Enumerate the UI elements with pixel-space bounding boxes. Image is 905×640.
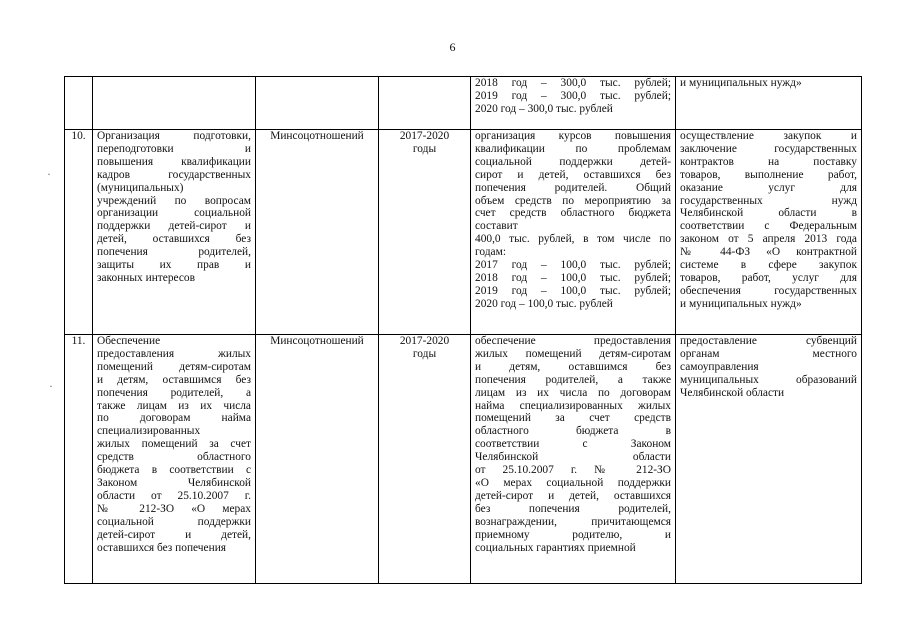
executor-cell [256, 130, 379, 335]
cell-line: 2018 год – 300,0 тыс. рублей; [475, 77, 671, 89]
cell-line: защиты их прав и [97, 259, 251, 272]
cell-line: Челябинской области в [680, 207, 857, 220]
cell-line: 2020 год – 300,0 тыс. рублей [475, 102, 613, 115]
measures-table [64, 76, 862, 584]
cell-line: организации социальной [97, 207, 251, 220]
cell-line: найма специализированных жилых [475, 399, 671, 412]
cell-line: детей-сирот и детей, оставшихся [475, 489, 671, 502]
cell-line: и муниципальных нужд» [680, 77, 802, 89]
cell-line: социальной поддержки детей- [475, 155, 671, 168]
row-number: 10. [71, 130, 86, 142]
page-number: 6 [449, 40, 456, 54]
cell-line: Челябинской области [475, 451, 671, 464]
cell-line: объем средств по мероприятию за [475, 194, 671, 207]
cell-line: попечения родителей, а также [475, 373, 671, 386]
cell-line: без попечения родителей, [475, 502, 671, 515]
cell-line: сирот и детей, оставшихся без [475, 168, 671, 181]
cell-line: «О мерах социальной поддержки [475, 476, 671, 489]
cell-line: организация курсов повышения [475, 130, 671, 142]
cell-line: квалификации по проблемам [475, 142, 671, 155]
cell-line: системе в сфере закупок [680, 259, 857, 272]
cell-line: товаров, работ, услуг для [680, 271, 857, 284]
row-number-cell [65, 77, 93, 130]
cell-line: лицам из их числа по договорам [475, 386, 671, 399]
cell-line: соответствии с Федеральным [680, 220, 857, 233]
cell-line: социальной поддержки [97, 515, 251, 528]
cell-line: составит [475, 220, 518, 233]
cell-line: кадров государственных [97, 168, 251, 181]
cell-line: поддержки детей-сирот и [97, 220, 251, 233]
cell-line: счет средств областного бюджета [475, 207, 671, 220]
cell-line: специализированных [97, 425, 201, 438]
cell-line: оказание услуг для [680, 181, 857, 194]
measure-name-cell [93, 130, 256, 335]
cell-line: детей, оставшихся без [97, 233, 251, 246]
cell-line: обеспечения государственных [680, 284, 857, 297]
cell-line: 2020 год – 100,0 тыс. рублей [475, 297, 613, 310]
cell-line: годы [412, 142, 437, 155]
mechanism-cell [676, 77, 862, 130]
margin-mark: · [49, 379, 53, 393]
cell-line: также лицам из их числа [97, 399, 251, 412]
cell-line: 2019 год – 300,0 тыс. рублей; [475, 89, 671, 102]
cell-line: (муниципальных) [97, 181, 184, 194]
executor: Минсоцотношений [270, 130, 364, 142]
cell-line: средств областного [97, 451, 251, 464]
cell-line: области от 25.10.2007 г. [97, 489, 251, 502]
cell-line: помещений за счет средств [475, 412, 671, 425]
margin-mark: · [47, 167, 51, 181]
cell-line: социальных гарантиях приемной [475, 541, 636, 554]
cell-line: оставшихся без попечения [97, 541, 227, 554]
cell-line: контрактов на поставку [680, 155, 857, 168]
cell-line: Законом Челябинской [97, 476, 251, 489]
executor: Минсоцотношений [270, 335, 364, 347]
cell-line: годам: [475, 246, 506, 259]
cell-line: Организация подготовки, [97, 130, 251, 142]
cell-line: помещений детям-сиротам [97, 360, 251, 373]
cell-line: органам местного [680, 347, 857, 360]
cell-line: самоуправления [680, 360, 759, 373]
cell-line: законных интересов [97, 271, 195, 284]
cell-line: предоставление субвенций [680, 335, 857, 347]
cell-line: 2017-2020 [399, 335, 450, 347]
cell-line: и детям, оставшимся без [97, 373, 251, 386]
executor-cell [256, 335, 379, 584]
cell-line: обеспечение предоставления [475, 335, 671, 347]
cell-line: Челябинской области [680, 386, 785, 399]
period-cell [379, 335, 471, 584]
executor-cell [256, 77, 379, 130]
cell-line: осуществление закупок и [680, 130, 857, 142]
cell-line: годы [412, 347, 437, 360]
table-row [65, 130, 862, 335]
row-number-cell [65, 130, 93, 335]
cell-line: № 44-ФЗ «О контрактной [680, 246, 857, 259]
cell-line: законом от 5 апреля 2013 года [680, 233, 857, 246]
row-number-cell [65, 335, 93, 584]
cell-line: Обеспечение [97, 335, 161, 347]
cell-line: соответствии с Законом [475, 438, 671, 451]
cell-line: от 25.10.2007 г. № 212-ЗО [475, 464, 671, 477]
period-cell [379, 130, 471, 335]
cell-line: 2019 год – 100,0 тыс. рублей; [475, 284, 671, 297]
cell-line: жилых помещений за счет [97, 438, 251, 451]
cell-line: 2017 год – 100,0 тыс. рублей; [475, 259, 671, 272]
cell-line: жилых помещений детям-сиротам [475, 347, 671, 360]
cell-line: муниципальных образований [680, 373, 857, 386]
financing-cell [471, 77, 676, 130]
measure-name-cell [93, 77, 256, 130]
cell-line: попечения родителей. Общий [475, 181, 671, 194]
cell-line: предоставления жилых [97, 347, 251, 360]
cell-line: № 212-ЗО «О мерах [97, 502, 251, 515]
cell-line: попечения родителей, а [97, 386, 251, 399]
cell-line: детей-сирот и детей, [97, 528, 251, 541]
cell-line: заключение государственных [680, 142, 857, 155]
cell-line: повышения квалификации [97, 155, 251, 168]
table-row [65, 77, 862, 130]
cell-line: и детям, оставшимся без [475, 360, 671, 373]
cell-line: товаров, выполнение работ, [680, 168, 857, 181]
cell-line: 400,0 тыс. рублей, в том числе по [475, 233, 671, 246]
cell-line: попечения родителей, [97, 246, 251, 259]
cell-line: и муниципальных нужд» [680, 297, 802, 310]
period-cell [379, 77, 471, 130]
financing-cell [471, 130, 676, 335]
mechanism-cell [676, 130, 862, 335]
cell-line: 2018 год – 100,0 тыс. рублей; [475, 271, 671, 284]
mechanism-cell [676, 335, 862, 584]
cell-line: приемному родителю, и [475, 528, 671, 541]
table-row [65, 335, 862, 584]
cell-line: 2017-2020 [399, 130, 450, 142]
cell-line: государственных нужд [680, 194, 857, 207]
cell-line: областного бюджета в [475, 425, 671, 438]
cell-line: по договорам найма [97, 412, 251, 425]
cell-line: бюджета в соответствии с [97, 464, 251, 477]
cell-line: учреждений по вопросам [97, 194, 251, 207]
row-number: 11. [71, 335, 86, 347]
financing-cell [471, 335, 676, 584]
cell-line: переподготовки и [97, 142, 251, 155]
measure-name-cell [93, 335, 256, 584]
cell-line: вознаграждении, причитающемся [475, 515, 671, 528]
